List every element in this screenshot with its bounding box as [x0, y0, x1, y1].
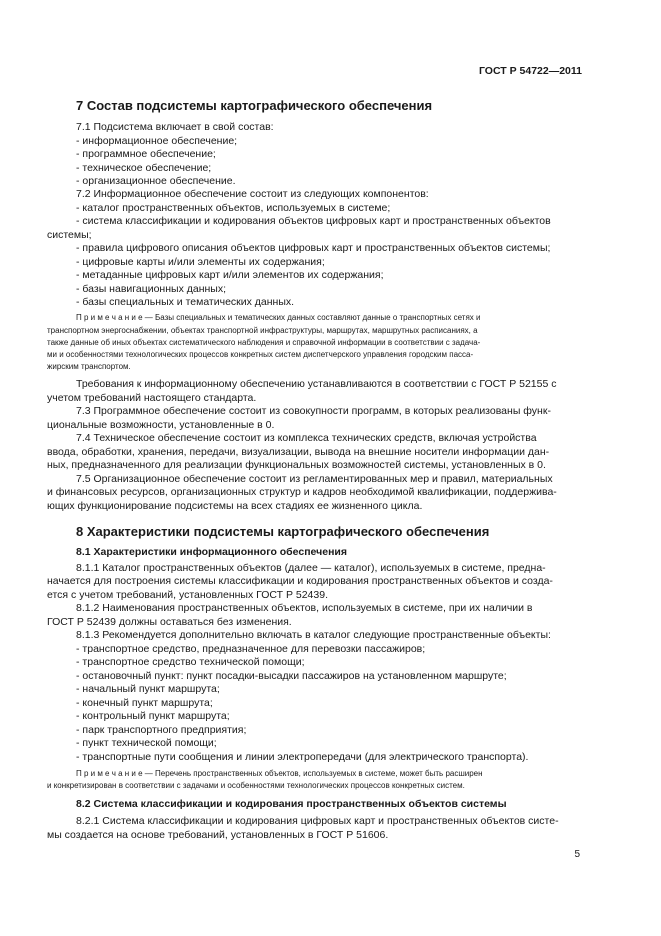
list-item: - базы специальных и тематических данных.: [76, 296, 295, 308]
document-header: ГОСТ Р 54722—2011: [478, 65, 582, 77]
subsection-8-2-heading: 8.2 Система классификации и кодирования пространственных объектов системы: [76, 798, 507, 810]
list-item: - конечный пункт маршрута;: [76, 697, 213, 709]
paragraph-line: Требования к информационному обеспечению устанавливаются в соответствии с ГОСТ Р 52155 с: [76, 378, 557, 390]
list-item-continuation: системы;: [47, 229, 92, 241]
paragraph-line: 7.2 Информационное обеспечение состоит из следующих компонентов:: [76, 188, 429, 200]
list-item: - начальный пункт маршрута;: [76, 683, 220, 695]
list-item: - транспортное средство, предназначенное для перевозки пассажиров;: [76, 643, 426, 655]
page-number: 5: [574, 849, 580, 860]
note-line: жирским транспортом.: [47, 362, 131, 371]
paragraph-line: циональные возможности, установленные в 0.: [47, 419, 275, 431]
list-item: - информационное обеспечение;: [76, 135, 238, 147]
paragraph-line: ввода, обработки, хранения, передачи, визуализации, вывода на внешние носители информации дан-: [47, 446, 550, 458]
section-7-heading: 7 Состав подсистемы картографического обеспечения: [76, 98, 433, 113]
note-line: транспортном энергоснабжении, объектах транспортной инфраструктуры, маршрутах, маршрутных расписаниях, а: [47, 326, 478, 335]
list-item: - техническое обеспечение;: [76, 162, 212, 174]
paragraph-line: мы создается на основе требований, установленных в ГОСТ Р 51606.: [47, 829, 389, 841]
paragraph-line: 8.1.2 Наименования пространственных объектов, используемых в системе, при их наличии в: [76, 602, 533, 614]
note-line: П р и м е ч а н и е — Перечень пространственных объектов, используемых в системе, может быть расширен: [76, 769, 483, 778]
paragraph-line: 7.1 Подсистема включает в свой состав:: [76, 121, 274, 133]
note-line: и конкретизирован в соответствии с задачами и особенностями технологических процессов конкретных систем.: [47, 781, 465, 790]
list-item: - парк транспортного предприятия;: [76, 724, 247, 736]
list-item: - контрольный пункт маршрута;: [76, 710, 230, 722]
list-item: - транспортное средство технической помощи;: [76, 656, 305, 668]
paragraph-line: 8.1.1 Каталог пространственных объектов (далее — каталог), используемых в системе, предна-: [76, 562, 546, 574]
list-item: - программное обеспечение;: [76, 148, 216, 160]
list-item: - цифровые карты и/или элементы их содержания;: [76, 256, 325, 268]
list-item: - правила цифрового описания объектов цифровых карт и пространственных объектов системы;: [76, 242, 551, 254]
note-line: П р и м е ч а н и е — Базы специальных и тематических данных составляют данные о транспортных сетях и: [76, 313, 481, 322]
paragraph-line: 7.5 Организационное обеспечение состоит из регламентированных мер и правил, материальных: [76, 473, 553, 485]
list-item: - пункт технической помощи;: [76, 737, 217, 749]
paragraph-line: 7.4 Техническое обеспечение состоит из комплекса технических средств, включая устройства: [76, 432, 537, 444]
list-item: - базы навигационных данных;: [76, 283, 227, 295]
paragraph-line: 7.3 Программное обеспечение состоит из совокупности программ, в которых реализованы функ-: [76, 405, 551, 417]
paragraph-line: и финансовых ресурсов, организационных структур и кадров необходимой квалификации, поддержива-: [47, 486, 557, 498]
list-item: - метаданные цифровых карт и/или элементов их содержания;: [76, 269, 384, 281]
paragraph-line: ется с учетом требований, установленных ГОСТ Р 52439.: [47, 589, 328, 601]
paragraph-line: ющих функционирование подсистемы на всех стадиях ее жизненного цикла.: [47, 500, 423, 512]
note-line: ми и особенностями технологических процессов конкретных систем диспетчерского управления городским пасса-: [47, 350, 474, 359]
paragraph-line: начается для построения системы классификации и кодирования пространственных объектов и созда-: [47, 575, 553, 587]
list-item: - остановочный пункт: пункт посадки-высадки пассажиров на установленном маршруте;: [76, 670, 507, 682]
paragraph-line: ГОСТ Р 52439 должны оставаться без изменения.: [47, 616, 292, 628]
list-item: - система классификации и кодирования объектов цифровых карт и пространственных объектов: [76, 215, 551, 227]
subsection-8-1-heading: 8.1 Характеристики информационного обеспечения: [76, 546, 347, 558]
paragraph-line: 8.2.1 Система классификации и кодирования цифровых карт и пространственных объектов систе-: [76, 815, 559, 827]
paragraph-line: учетом требований настоящего стандарта.: [47, 392, 257, 404]
list-item: - каталог пространственных объектов, используемых в системе;: [76, 202, 391, 214]
paragraph-line: ных, предназначенного для реализации функциональных возможностей системы, установленных в 0.: [47, 459, 546, 471]
section-8-heading: 8 Характеристики подсистемы картографического обеспечения: [76, 524, 490, 539]
list-item: - транспортные пути сообщения и линии электропередачи (для электрического транспорта).: [76, 751, 529, 763]
list-item: - организационное обеспечение.: [76, 175, 236, 187]
note-line: также данные об иных объектах систематического наблюдения и справочной информации в соответствии с задача-: [47, 338, 481, 347]
paragraph-line: 8.1.3 Рекомендуется дополнительно включать в каталог следующие пространственные объекты:: [76, 629, 551, 641]
